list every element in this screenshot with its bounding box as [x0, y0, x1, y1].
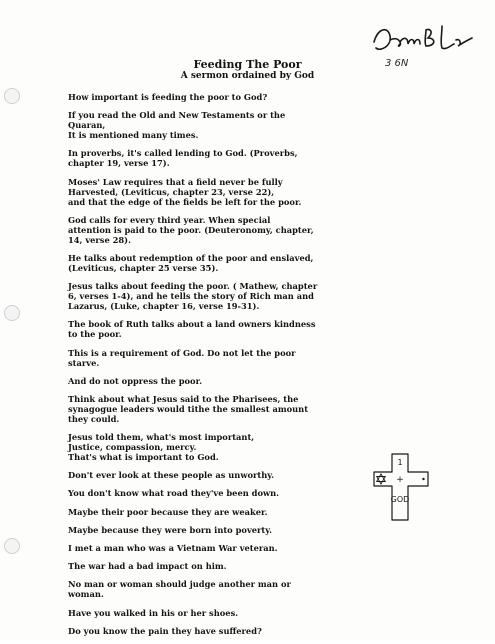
- paragraph: Maybe because they were born into poverty.: [68, 524, 273, 535]
- star-of-david-icon: [377, 474, 386, 484]
- crescent-star-icon: [417, 474, 425, 484]
- paragraph: Jesus talks about feeding the poor. ( Mathew, chapter 6, verses 1-4), and he tells the story of Rich man and Lazarus, (Luke, chapter 16, verse 19-31).: [68, 281, 318, 312]
- paragraph: You don't know what road they've been down.: [68, 488, 280, 499]
- paragraph: Have you walked in his or her shoes.: [68, 607, 239, 618]
- paragraph: This is a requirement of God. Do not let the poor starve.: [68, 347, 296, 368]
- binder-hole: [4, 538, 20, 554]
- cross-doodle: [368, 452, 434, 522]
- doodle-label-bottom: GOD: [390, 495, 410, 504]
- document-title: Feeding The Poor: [193, 58, 302, 71]
- paragraph: If you read the Old and New Testaments or the Quaran, It is mentioned many times.: [68, 110, 286, 141]
- doodle-label-middle: +: [396, 475, 404, 485]
- paragraph: No man or woman should judge another man or woman.: [68, 579, 291, 600]
- paragraph: He talks about redemption of the poor and enslaved, (Leviticus, chapter 25 verse 35).: [68, 252, 314, 273]
- paragraph: Think about what Jesus said to the Pharisees, the synagogue leaders would tithe the smallest amount they could.: [68, 393, 309, 424]
- paragraph: God calls for every third year. When special attention is paid to the poor. (Deuteronomy, chapter, 14, verse 28).: [68, 214, 314, 245]
- paragraph: In proverbs, it's called lending to God. (Proverbs, chapter 19, verse 17).: [68, 148, 298, 169]
- handwritten-signature: [370, 20, 480, 60]
- sermon-body: [68, 92, 413, 644]
- paragraph: Do you know the pain they have suffered?: [68, 625, 262, 636]
- paragraph: The war had a bad impact on him.: [68, 561, 227, 572]
- paragraph: I met a man who was a Vietnam War veteran.: [68, 543, 278, 553]
- binder-hole: [4, 305, 20, 321]
- paragraph: Jesus told them, what's most important, Justice, compassion, mercy. That's what is important to God.: [68, 432, 255, 463]
- paragraph: Maybe their poor because they are weaker.: [68, 506, 268, 517]
- paragraph: How important is feeding the poor to God?: [68, 92, 268, 102]
- document-subtitle: A sermon ordained by God: [180, 71, 315, 81]
- binder-hole: [4, 88, 20, 104]
- doodle-label-top: 1: [397, 458, 403, 467]
- paragraph: Moses' Law requires that a field never be fully Harvested, (Leviticus, chapter 23, verse 22), and that the edge of the fields be left for the poor.: [68, 176, 302, 207]
- paragraph: The book of Ruth talks about a land owners kindness to the poor.: [68, 319, 316, 340]
- paragraph: Don't ever look at these people as unworthy.: [68, 470, 274, 481]
- handwritten-note: 3 6N: [385, 58, 409, 69]
- paragraph: And do not oppress the poor.: [68, 375, 203, 386]
